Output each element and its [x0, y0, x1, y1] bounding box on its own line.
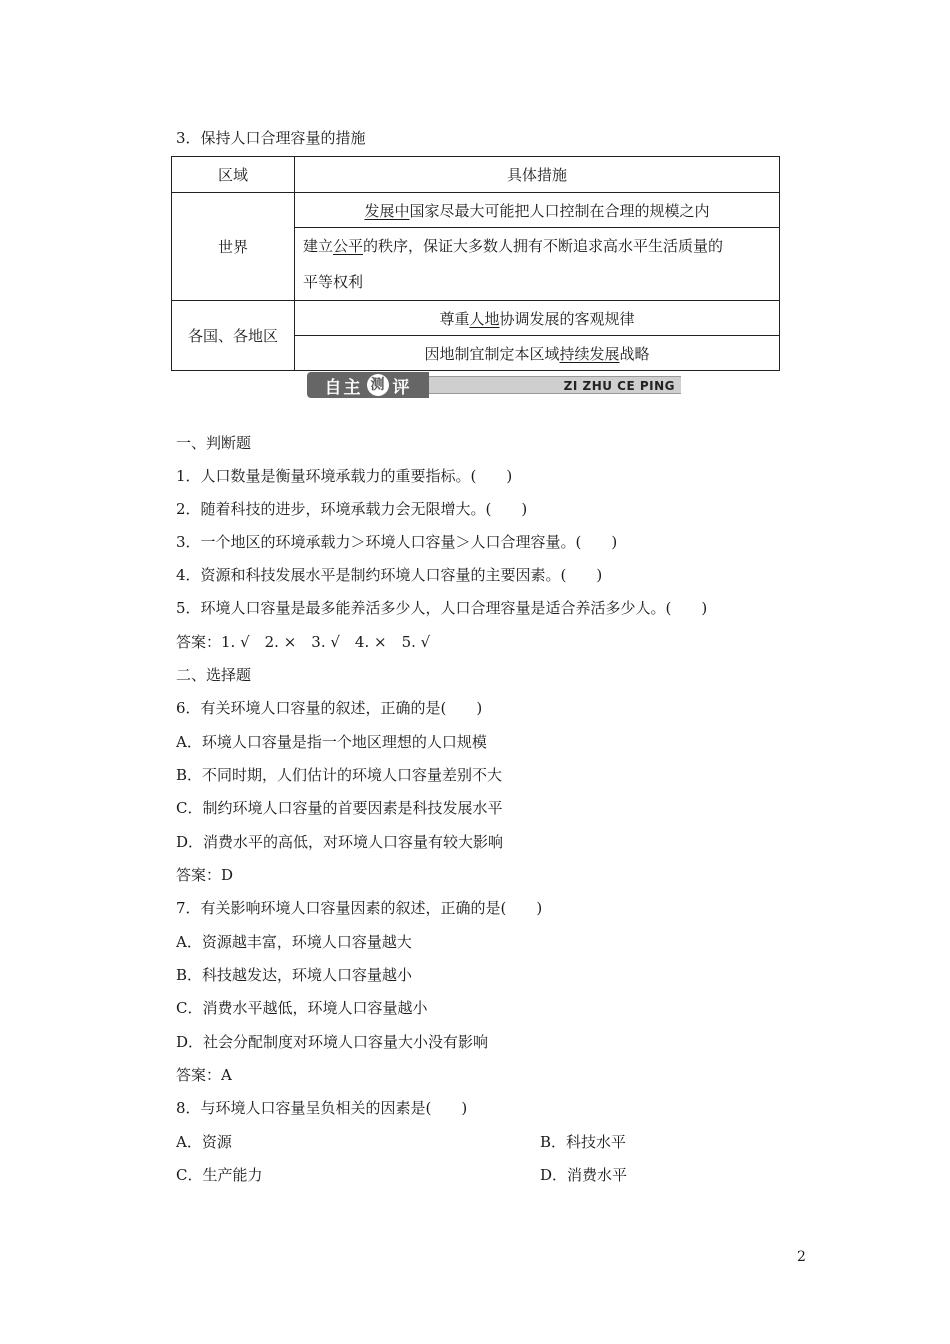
q8-option-b: B．科技水平 [540, 1133, 627, 1151]
q6-option-b: B．不同时期，人们估计的环境人口容量差别不大 [176, 766, 503, 784]
part-2-title: 二、选择题 [176, 666, 252, 684]
page-number: 2 [797, 1249, 806, 1265]
table-header-row [172, 157, 780, 193]
header-measures: 具体措施 [295, 157, 780, 193]
table-row [172, 193, 780, 228]
local-measure-2: 因地制宜制定本区域持续发展战略 [295, 336, 780, 371]
measures-table [171, 156, 780, 371]
region-world: 世界 [172, 193, 295, 301]
q6-option-c: C．制约环境人口容量的首要因素是科技发展水平 [176, 799, 503, 817]
q7-option-c: C．消费水平越低，环境人口容量越小 [176, 999, 428, 1017]
local-measure-1: 尊重人地协调发展的客观规律 [295, 301, 780, 336]
tf-item-4: 4．资源和科技发展水平是制约环境人口容量的主要因素。( ) [176, 566, 603, 584]
self-test-banner [307, 372, 681, 398]
part-1-title: 一、判断题 [176, 434, 252, 452]
region-local: 各国、各地区 [172, 301, 295, 371]
world-measure-2: 建立公平的秩序，保证大多数人拥有不断追求高水平生活质量的 平等权利 [295, 228, 780, 301]
q8-option-c: C．生产能力 [176, 1166, 263, 1184]
q6-option-a: A．环境人口容量是指一个地区理想的人口规模 [176, 733, 487, 751]
section-3-title: 3．保持人口合理容量的措施 [176, 129, 366, 147]
q8-option-d: D．消费水平 [540, 1166, 628, 1184]
tf-item-2: 2．随着科技的进步，环境承载力会无限增大。( ) [176, 500, 528, 518]
q7-answer: 答案：A [176, 1066, 232, 1084]
q7-stem: 7．有关影响环境人口容量因素的叙述，正确的是( ) [176, 899, 543, 917]
q7-option-d: D．社会分配制度对环境人口容量大小没有影响 [176, 1033, 489, 1051]
tf-item-1: 1．人口数量是衡量环境承载力的重要指标。( ) [176, 467, 513, 485]
header-region: 区域 [172, 157, 295, 193]
table-row [172, 301, 780, 336]
tf-answer: 答案：1. √ 2. × 3. √ 4. × 5. √ [176, 633, 431, 651]
tf-item-5: 5．环境人口容量是最多能养活多少人，人口合理容量是适合养活多少人。( ) [176, 599, 708, 617]
q6-option-d: D．消费水平的高低，对环境人口容量有较大影响 [176, 833, 504, 851]
tf-item-3: 3．一个地区的环境承载力＞环境人口容量＞人口合理容量。( ) [176, 533, 618, 551]
world-measure-1: 发展中国家尽最大可能把人口控制在合理的规模之内 [295, 193, 780, 228]
q7-option-b: B．科技越发达，环境人口容量越小 [176, 966, 413, 984]
q8-option-a: A．资源 [176, 1133, 232, 1151]
q8-stem: 8．与环境人口容量呈负相关的因素是( ) [176, 1099, 468, 1117]
q6-stem: 6．有关环境人口容量的叙述，正确的是( ) [176, 699, 483, 717]
q6-answer: 答案：D [176, 866, 234, 884]
banner-pinyin: ZI ZHU CE PING [429, 376, 681, 394]
banner-title: 自主 测 评 [307, 372, 429, 398]
circled-char: 测 [367, 374, 389, 396]
q7-option-a: A．资源越丰富，环境人口容量越大 [176, 933, 412, 951]
